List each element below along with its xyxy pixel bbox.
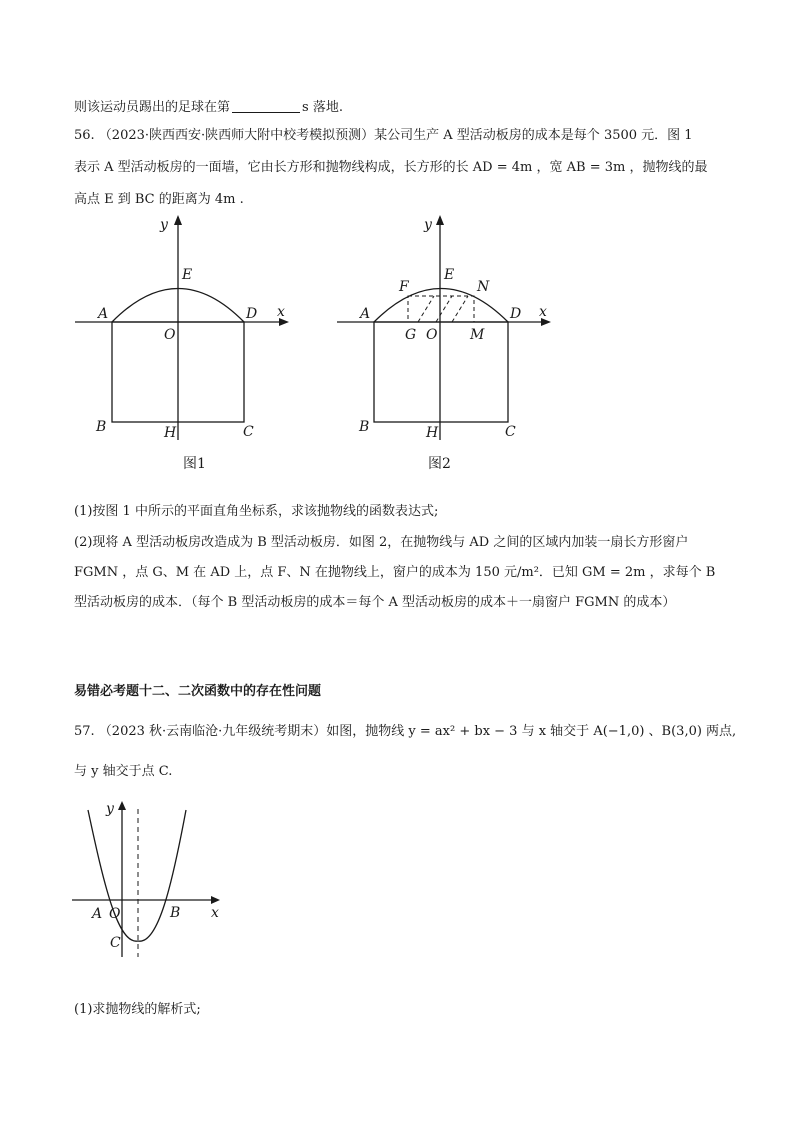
fig2-label-M: M bbox=[470, 327, 485, 343]
answer-blank[interactable] bbox=[232, 100, 300, 113]
fig2-label-y: y bbox=[424, 217, 432, 233]
fig3-y-arrow bbox=[118, 801, 126, 810]
fig2-label-O: O bbox=[426, 327, 438, 343]
fig2-label-G: G bbox=[405, 327, 417, 343]
q56-line1: 56. （2023·陕西西安·陕西师大附中校考模拟预测）某公司生产 A 型活动板房的成本是每个 3500 元．图 1 bbox=[74, 128, 693, 143]
fig1-label-O: O bbox=[164, 327, 176, 343]
q57-line2: 与 y 轴交于点 C. bbox=[74, 764, 173, 779]
fig2-hatch-1 bbox=[418, 296, 434, 322]
fig1-caption: 图1 bbox=[183, 456, 206, 472]
figure-1 bbox=[60, 205, 300, 445]
fig3-x-arrow bbox=[211, 896, 220, 904]
fig3-label-A: A bbox=[92, 906, 103, 922]
answer-line bbox=[74, 98, 343, 118]
fig1-label-B: B bbox=[96, 419, 107, 435]
fig2-hatch-3 bbox=[452, 296, 468, 322]
fig1-label-A: A bbox=[98, 306, 109, 322]
fig3-label-y: y bbox=[106, 801, 114, 817]
fig2-hatch-2 bbox=[436, 296, 452, 322]
fig1-label-E: E bbox=[182, 267, 193, 283]
q57-part1: (1)求抛物线的解析式; bbox=[74, 1002, 201, 1017]
fig2-label-C: C bbox=[505, 424, 516, 440]
answer-prefix: 则该运动员踢出的足球在第 bbox=[74, 100, 231, 115]
fig2-label-B: B bbox=[359, 419, 370, 435]
fig1-label-y: y bbox=[160, 217, 168, 233]
fig3-parabola bbox=[88, 810, 186, 941]
fig2-window-frame bbox=[408, 296, 474, 322]
fig1-label-H: H bbox=[164, 425, 177, 441]
section-heading: 易错必考题十二、二次函数中的存在性问题 bbox=[74, 684, 322, 699]
figure-2 bbox=[322, 205, 562, 445]
q56-part2-line2: FGMN ，点 G、M 在 AD 上，点 F、N 在抛物线上，窗户的成本为 150 元/m²．已知 GM = 2m ，求每个 B bbox=[74, 565, 716, 580]
fig1-y-arrow bbox=[174, 215, 182, 225]
answer-suffix: s 落地. bbox=[302, 100, 343, 115]
fig3-label-O: O bbox=[109, 906, 121, 922]
q56-line3: 高点 E 到 BC 的距离为 4m . bbox=[74, 192, 244, 207]
figure-3 bbox=[66, 795, 226, 965]
fig2-label-x: x bbox=[539, 304, 547, 320]
fig2-label-N: N bbox=[477, 279, 490, 295]
q57-line1: 57. （2023 秋·云南临沧·九年级统考期末）如图，抛物线 y = ax² + bx − 3 与 x 轴交于 A(−1,0) 、B(3,0) 两点, bbox=[74, 724, 737, 739]
fig1-label-x: x bbox=[277, 304, 285, 320]
fig2-window bbox=[408, 296, 474, 322]
fig2-caption: 图2 bbox=[428, 456, 451, 472]
fig3-label-C: C bbox=[110, 935, 121, 951]
fig2-label-A: A bbox=[360, 306, 371, 322]
fig2-label-H: H bbox=[426, 425, 439, 441]
fig2-y-arrow bbox=[436, 215, 444, 225]
fig2-label-D: D bbox=[510, 306, 522, 322]
fig1-label-C: C bbox=[243, 424, 254, 440]
q56-part1: (1)按图 1 中所示的平面直角坐标系，求该抛物线的函数表达式; bbox=[74, 504, 439, 519]
fig2-label-F: F bbox=[399, 279, 409, 295]
fig1-label-D: D bbox=[246, 306, 258, 322]
q56-part2-line1: (2)现将 A 型活动板房改造成为 B 型活动板房．如图 2，在抛物线与 AD 之间的区域内加装一扇长方形窗户 bbox=[74, 535, 689, 550]
fig2-rectangle bbox=[374, 322, 508, 422]
q56-line2: 表示 A 型活动板房的一面墙，它由长方形和抛物线构成，长方形的长 AD = 4m ，宽 AB = 3m ，抛物线的最 bbox=[74, 160, 708, 175]
fig3-label-x: x bbox=[211, 905, 219, 921]
fig2-label-E: E bbox=[444, 267, 455, 283]
fig3-label-B: B bbox=[170, 905, 181, 921]
q56-part2-line3: 型活动板房的成本．（每个 B 型活动板房的成本＝每个 A 型活动板房的成本＋一扇窗户 FGMN 的成本） bbox=[74, 595, 676, 610]
